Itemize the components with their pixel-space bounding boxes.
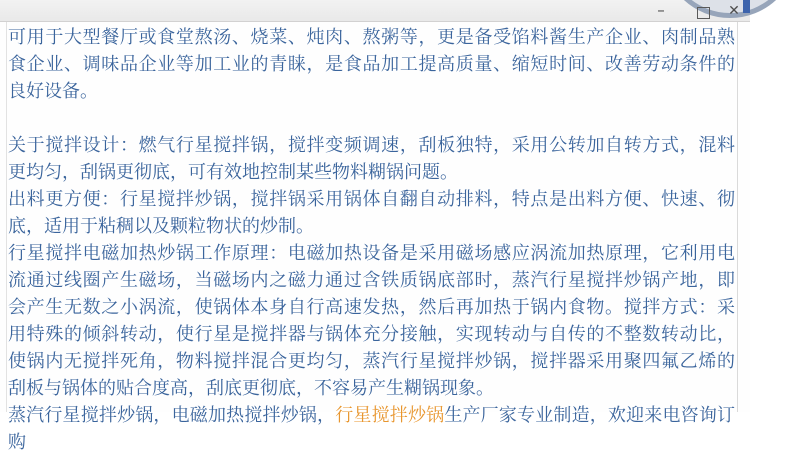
- document-area: [0, 22, 750, 453]
- text-line: 良好设备。: [8, 81, 98, 102]
- text-segment: 生产厂家专业制造，欢迎来电咨询订购: [8, 405, 736, 453]
- text-line: [8, 402, 736, 453]
- text-line: 可用于大型餐厅或食堂熬汤、烧菜、炖肉、熬粥等，更是备受馅料酱生产企业、肉制品熟: [8, 27, 735, 48]
- content-left-border: [6, 22, 7, 412]
- text-line: 关于搅拌设计：燃气行星搅拌锅，搅拌变频调速，刮板独特，采用公转加自转方式，混料: [8, 135, 735, 156]
- text-line: 行星搅拌电磁加热炒锅工作原理：电磁加热设备是采用磁场感应涡流加热原理，它利用电: [8, 243, 735, 264]
- text-segment: 蒸汽行星搅拌炒锅，电磁加热搅拌炒锅，: [8, 405, 336, 426]
- text-line: 刮板与锅体的贴合度高，刮底更彻底，不容易产生糊锅现象。: [8, 378, 494, 399]
- text-line: 使锅内无搅拌死角，物料搅拌混合更均匀，蒸汽行星搅拌炒锅，搅拌器采用聚四氟乙烯的: [8, 351, 735, 372]
- text-line: 更均匀，刮锅更彻底，可有效地控制某些物料糊锅问题。: [8, 162, 458, 183]
- text-line: 食企业、调味品企业等加工业的青睐，是食品加工提高质量、缩短时间、改善劳动条件的: [8, 54, 735, 75]
- content-right-border: [737, 22, 738, 412]
- text-segment: 行星搅拌炒锅: [335, 405, 445, 426]
- text-line: 流通过线圈产生磁场，当磁场内之磁力通过含铁质锅底部时，蒸汽行星搅拌炒锅产地，即: [8, 270, 735, 291]
- window-titlebar: [0, 0, 750, 22]
- minimize-button[interactable]: –: [657, 1, 665, 19]
- corner-accent-square: [743, 0, 750, 13]
- close-button[interactable]: ✕: [728, 3, 740, 19]
- text-line: 用特殊的倾斜转动，使行星是搅拌器与锅体充分接触，实现转动与自传的不整数转动比，: [8, 324, 735, 345]
- maximize-button[interactable]: [697, 7, 710, 19]
- text-line: [8, 105, 735, 132]
- text-line: 会产生无数之小涡流，使锅体本身自行高速发热，然后再加热于锅内食物。搅拌方式：采: [8, 297, 735, 318]
- text-line: 出料更方便：行星搅拌炒锅，搅拌锅采用锅体自翻自动排料，特点是出料方便、快速、彻: [8, 189, 735, 210]
- document-text: [8, 24, 736, 453]
- text-line: 底，适用于粘稠以及颗粒物状的炒制。: [8, 216, 314, 237]
